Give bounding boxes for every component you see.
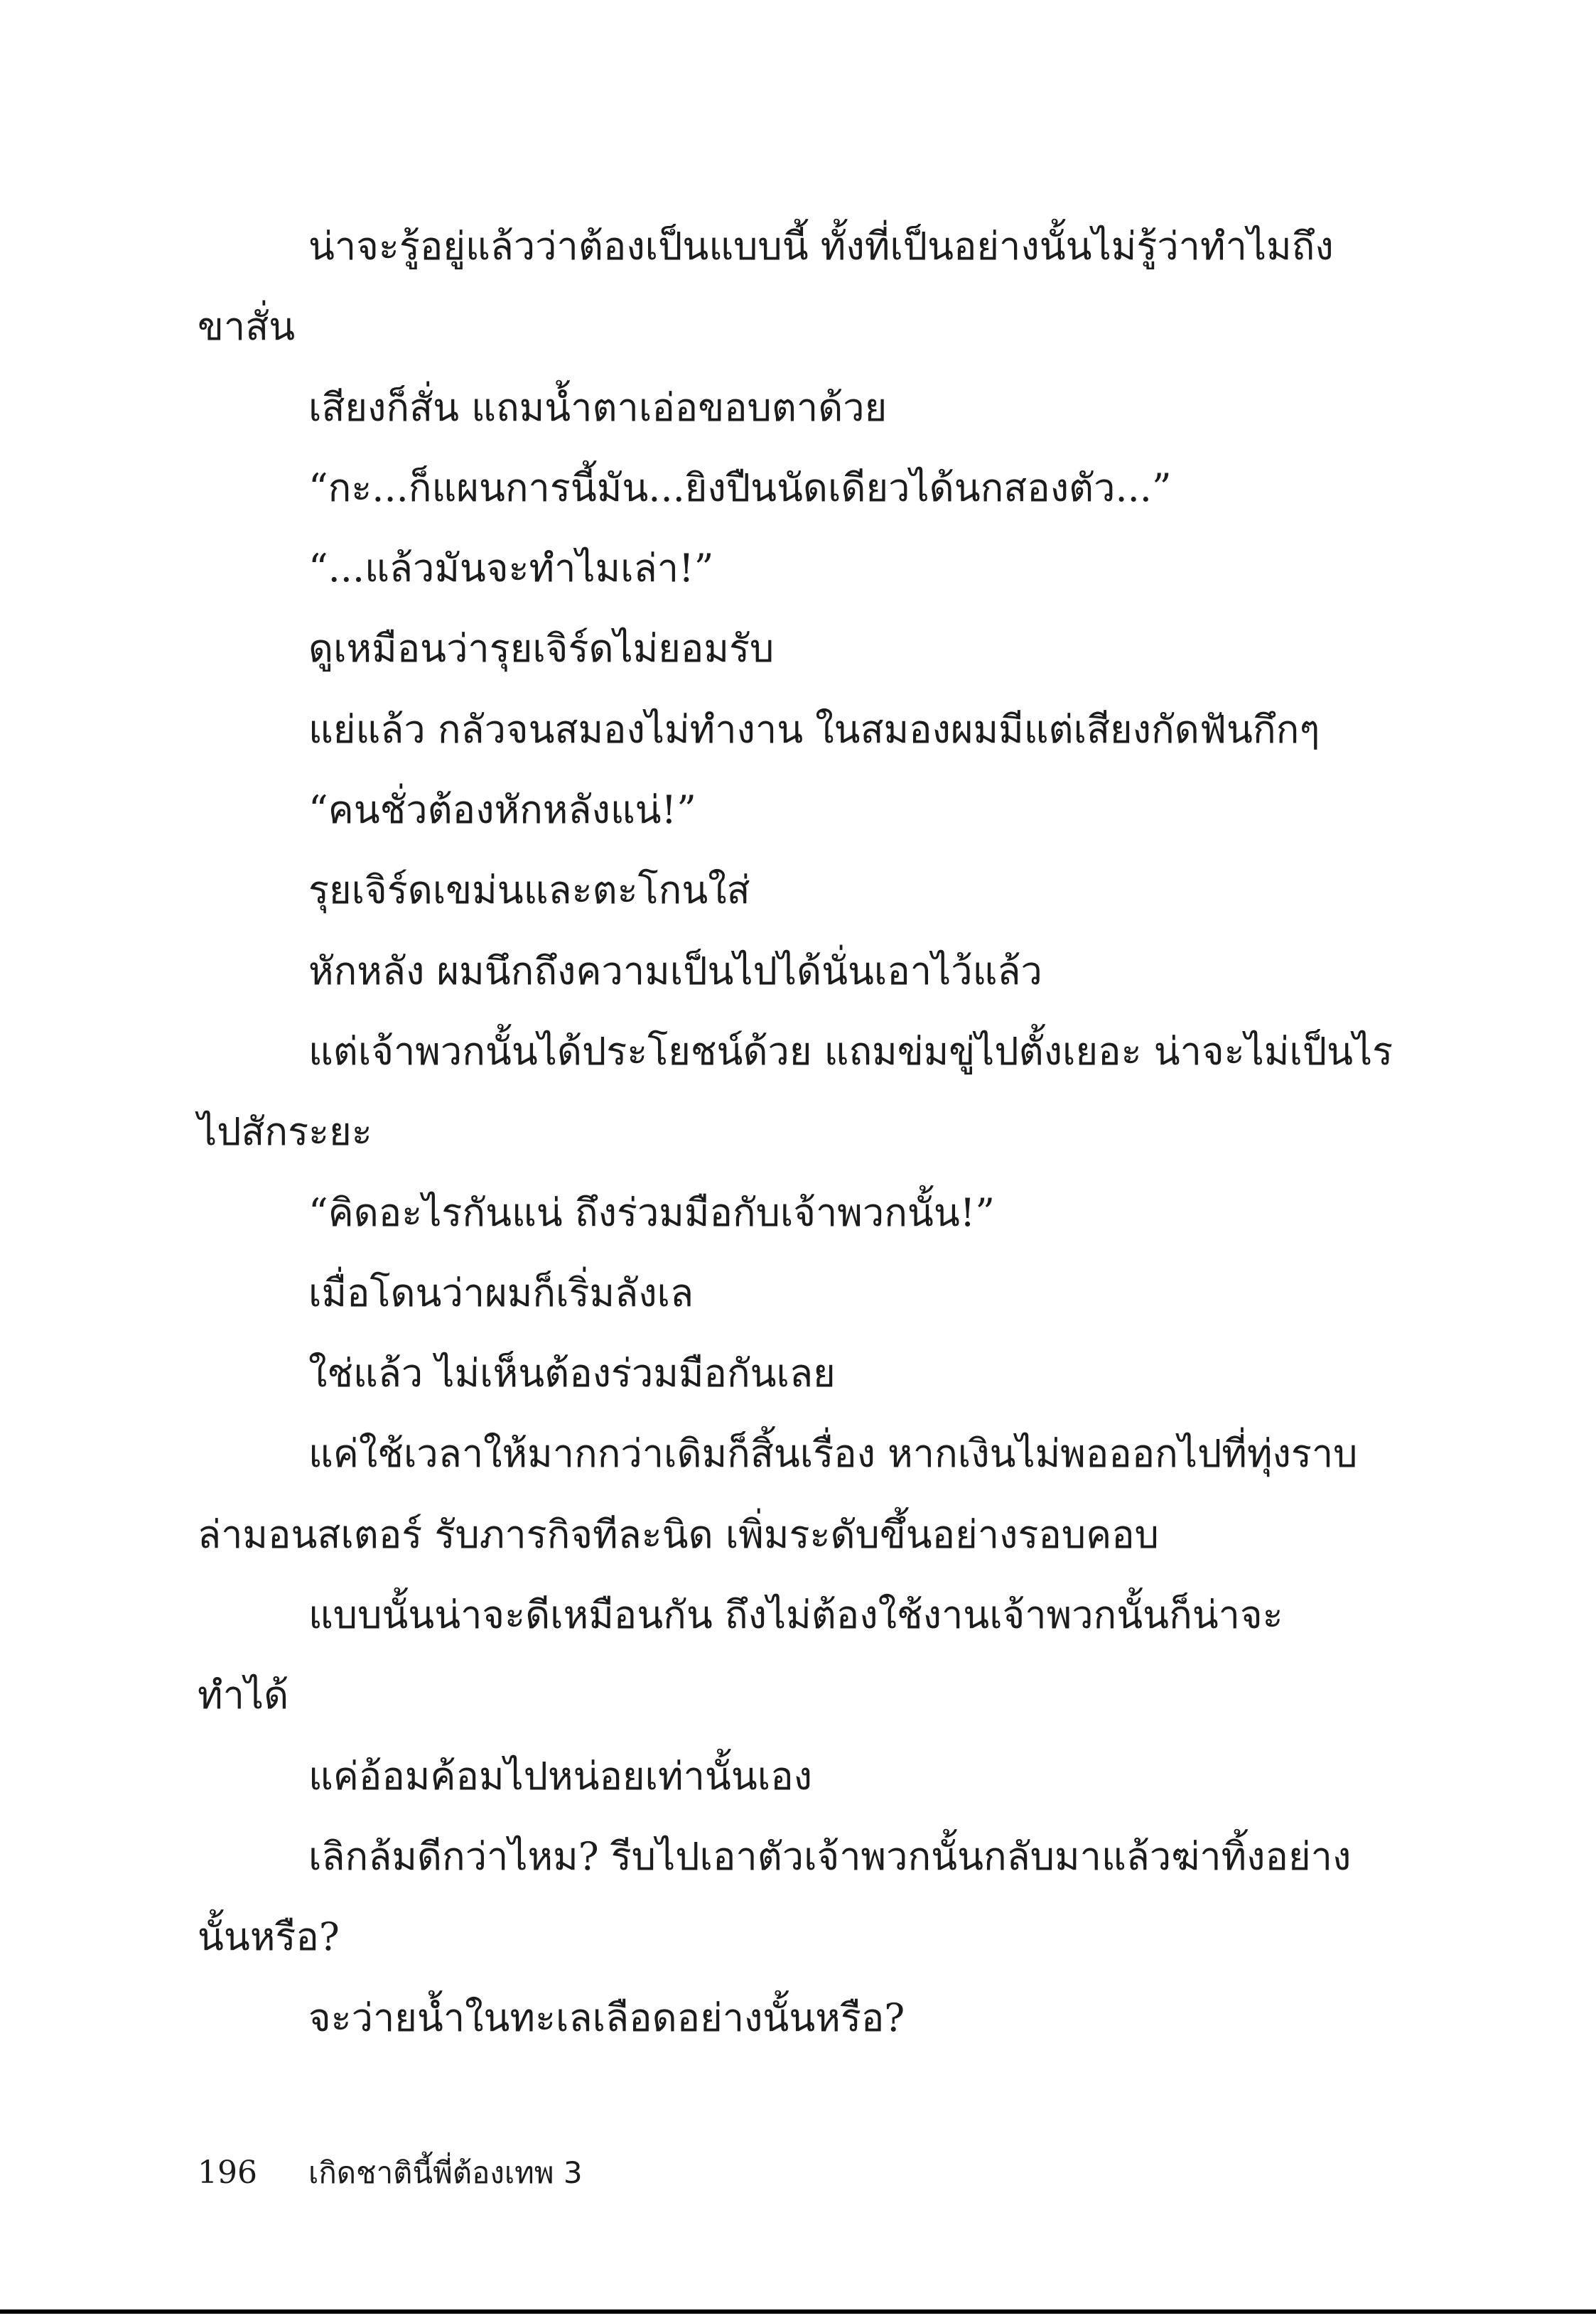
text-line: “คนชั่วต้องหักหลังแน่!” xyxy=(308,787,696,833)
text-line: หักหลัง ผมนึกถึงความเป็นไปได้นั่นเอาไว้แล้ว xyxy=(308,948,1042,993)
text-line: แบบนั้นน่าจะดีเหมือนกัน ถึงไม่ต้องใช้งานเจ้าพวกนั้นก็น่าจะ xyxy=(308,1592,1283,1638)
text-line: เมื่อโดนว่าผมก็เริ่มลังเล xyxy=(308,1270,694,1315)
page-number: 196 xyxy=(198,2155,257,2191)
book-title: เกิดชาตินี้พี่ต้องเทพ 3 xyxy=(308,2155,583,2190)
text-line: ใช่แล้ว ไม่เห็นต้องร่วมมือกันเลย xyxy=(308,1351,836,1396)
text-line: “คิดอะไรกันแน่ ถึงร่วมมือกับเจ้าพวกนั้น!” xyxy=(308,1190,996,1235)
text-line: แต่เจ้าพวกนั้นได้ประโยชน์ด้วย แถมข่มขู่ไปตั้งเยอะ น่าจะไม่เป็นไร xyxy=(308,1028,1393,1074)
text-line: รุยเจิร์ดเขม่นและตะโกนใส่ xyxy=(308,868,750,913)
text-line: ทำได้ xyxy=(198,1673,289,1718)
text-line: “...แล้วมันจะทำไมเล่า!” xyxy=(308,546,714,591)
body-text xyxy=(198,206,1393,2058)
text-line: ล่ามอนสเตอร์ รับภารกิจทีละนิด เพิ่มระดับขึ้นอย่างรอบคอบ xyxy=(198,1511,1159,1557)
text-line: ไปสักระยะ xyxy=(198,1109,372,1155)
text-line: น่าจะรู้อยู่แล้วว่าต้องเป็นแบบนี้ ทั้งที่เป็นอย่างนั้นไม่รู้ว่าทำไมถึง xyxy=(308,224,1334,269)
text-line: แค่ใช้เวลาให้มากกว่าเดิมก็สิ้นเรื่อง หากเงินไม่พอออกไปที่ทุ่งราบ xyxy=(308,1431,1358,1477)
text-line: ขาสั่น xyxy=(198,304,296,350)
text-line: นั้นหรือ? xyxy=(198,1914,340,1960)
page-footer xyxy=(198,2152,583,2194)
bottom-divider xyxy=(0,2309,1596,2314)
text-line: “กะ...ก็แผนการนี้มัน...ยิงปืนนัดเดียวได้นกสองตัว...” xyxy=(308,465,1172,510)
text-line: แค่อ้อมค้อมไปหน่อยเท่านั้นเอง xyxy=(308,1753,813,1799)
text-line: จะว่ายน้ำในทะเลเลือดอย่างนั้นหรือ? xyxy=(308,1995,905,2040)
text-line: เสียงก็สั่น แถมน้ำตาเอ่อขอบตาด้วย xyxy=(308,384,888,430)
text-line: แย่แล้ว กลัวจนสมองไม่ทำงาน ในสมองผมมีแต่เสียงกัดฟันกึกๆ xyxy=(308,706,1320,752)
text-line: ดูเหมือนว่ารุยเจิร์ดไม่ยอมรับ xyxy=(308,626,775,672)
text-line: เลิกล้มดีกว่าไหม? รีบไปเอาตัวเจ้าพวกนั้นกลับมาแล้วฆ่าทิ้งอย่าง xyxy=(308,1833,1352,1879)
